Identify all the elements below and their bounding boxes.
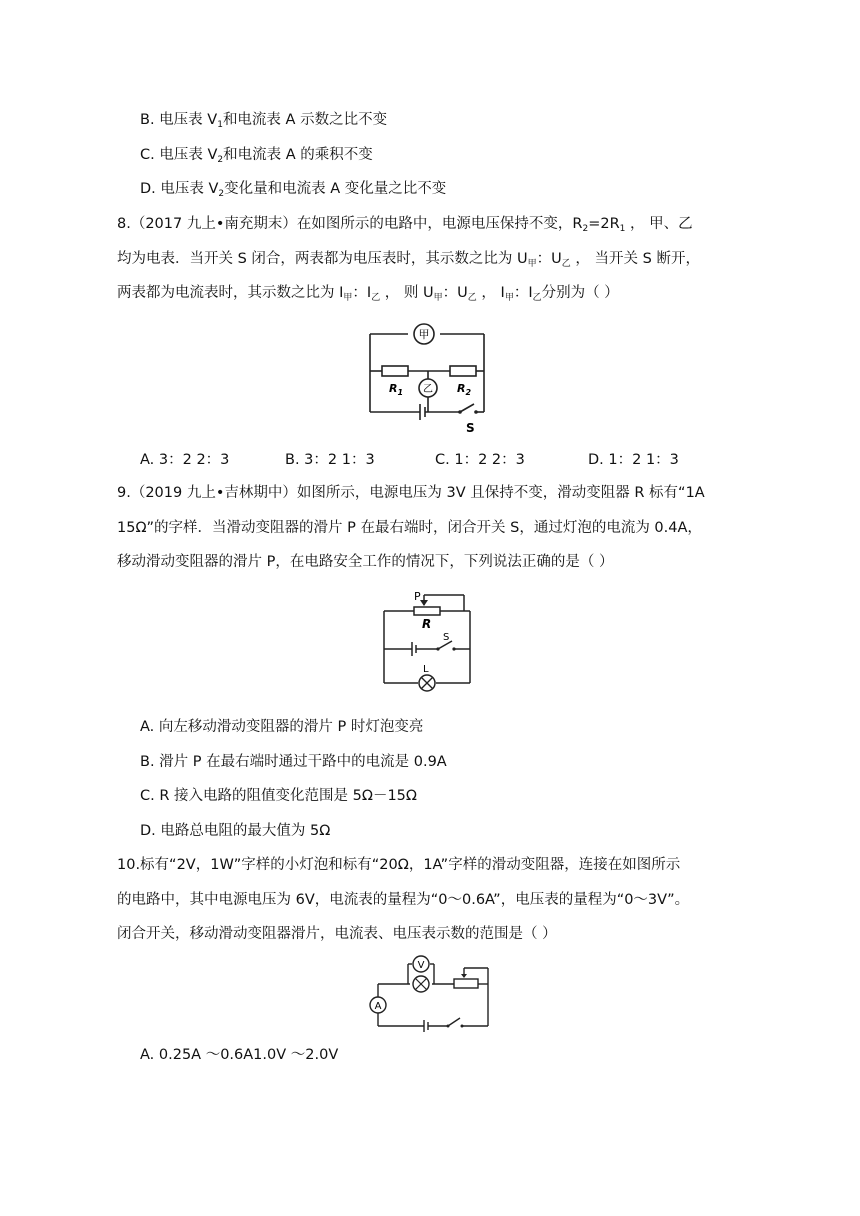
q9-option-a[interactable]: A. 向左移动滑动变阻器的滑片 P 时灯泡变亮 xyxy=(140,719,424,735)
q10-circuit-figure xyxy=(360,950,496,1032)
q9-resistor-label: R xyxy=(422,617,432,631)
q8-meter-mid-label: 乙 xyxy=(423,384,433,395)
q8-choice-c[interactable]: C. 1：2 2：3 xyxy=(435,452,525,468)
q8-choices xyxy=(140,448,740,470)
q8-r2-label: $R_2$ xyxy=(457,382,472,397)
q9-slider-label: P xyxy=(414,590,421,603)
q8-meter-top-label: 甲 xyxy=(418,328,430,341)
q10-stem-line1: 10.标有“2V，1W”字样的小灯泡和标有“20Ω，1A”字样的滑动变阻器，连接在如图所示 xyxy=(117,857,681,873)
q9-stem-line2: 15Ω”的字样．当滑动变阻器的滑片 P 在最右端时，闭合开关 S，通过灯泡的电流为 0.4A， xyxy=(117,520,702,536)
q10-stem-line2: 的电路中，其中电源电压为 6V，电流表的量程为“0～0.6A”，电压表的量程为“0～3V”。 xyxy=(117,892,690,908)
q10-voltmeter-label: V xyxy=(417,960,425,971)
q10-ammeter-label: A xyxy=(374,1001,382,1012)
q9-option-c[interactable]: C. R 接入电路的阻值变化范围是 5Ω－15Ω xyxy=(140,788,417,804)
q9-option-d[interactable]: D. 电路总电阻的最大值为 5Ω xyxy=(140,823,331,839)
q8-r1-label: $R_1$ xyxy=(389,382,404,397)
q7-option-d: D. 电压表 $V_2$变化量和电流表 A 变化量之比不变 xyxy=(140,181,447,199)
q9-circuit-figure xyxy=(374,587,478,697)
q8-stem-line1: 8.（2017 九上•南充期末）在如图所示的电路中，电源电压保持不变，$R_2=2R_1$ ， 甲、乙 xyxy=(117,216,693,234)
q9-stem-line3: 移动滑动变阻器的滑片 P，在电路安全工作的情况下，下列说法正确的是（ ） xyxy=(117,554,614,570)
q10-stem-line3: 闭合开关，移动滑动变阻器滑片，电流表、电压表示数的范围是（ ） xyxy=(117,926,557,942)
q8-stem-line2: 均为电表．当开关 S 闭合，两表都为电压表时，其示数之比为 $U_甲$：$U_乙$ ， 当开关 S 断开， xyxy=(117,251,700,269)
q10-option-a[interactable]: A. 0.25A ～0.6A1.0V ～2.0V xyxy=(140,1047,339,1063)
q8-choice-d[interactable]: D. 1：2 1：3 xyxy=(588,452,679,468)
q9-lamp-label: L xyxy=(423,664,429,675)
q9-switch-label: S xyxy=(443,632,450,643)
q8-choice-b[interactable]: B. 3：2 1：3 xyxy=(285,452,375,468)
q9-option-b[interactable]: B. 滑片 P 在最右端时通过干路中的电流是 0.9A xyxy=(140,754,447,770)
q8-circuit-figure xyxy=(360,316,500,438)
q9-stem-line1: 9.（2019 九上•吉林期中）如图所示，电源电压为 3V 且保持不变，滑动变阻器 R 标有“1A xyxy=(117,485,705,501)
q8-switch-label: S xyxy=(466,421,475,435)
q8-choice-a[interactable]: A. 3：2 2：3 xyxy=(140,452,230,468)
q8-stem-line3: 两表都为电流表时，其示数之比为 $I_甲$：$I_乙$ ， 则 $U_甲$：$U_乙$ ， $I_甲$：$I_乙$分别为（ ） xyxy=(117,285,619,303)
q7-option-c: C. 电压表 $V_2$和电流表 A 的乘积不变 xyxy=(140,147,373,165)
q7-option-b: B. 电压表 $V_1$和电流表 A 示数之比不变 xyxy=(140,112,388,130)
